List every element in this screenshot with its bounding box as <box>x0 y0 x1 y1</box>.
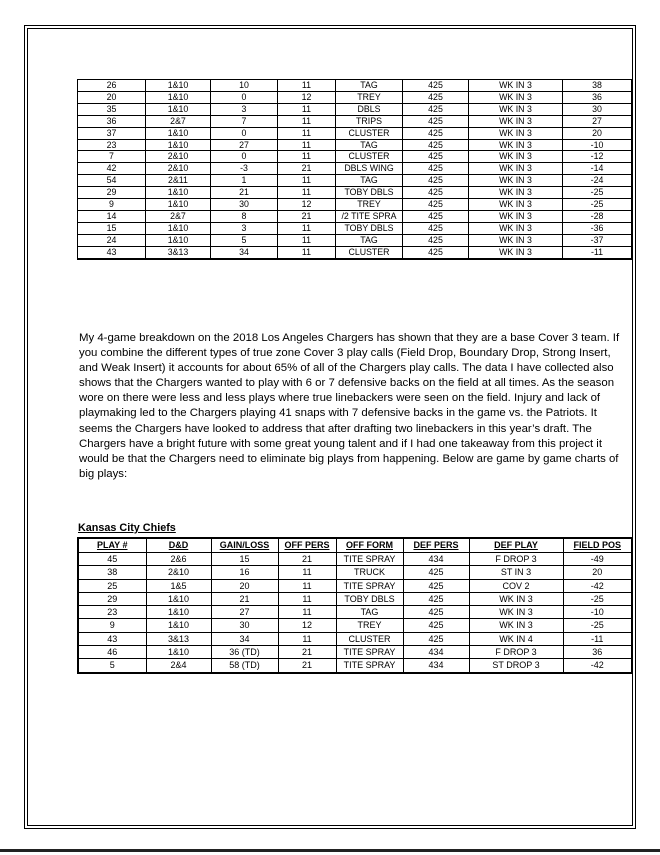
table-cell: 12 <box>278 199 336 211</box>
table-cell: 34 <box>211 246 278 258</box>
table-cell: 425 <box>403 151 469 163</box>
table-cell: 36 <box>78 115 146 127</box>
table-cell: 1&10 <box>146 139 211 151</box>
table-cell: 425 <box>403 115 469 127</box>
table-cell: F DROP 3 <box>469 646 563 659</box>
table-cell: -12 <box>563 151 632 163</box>
table-cell: ST DROP 3 <box>469 659 563 673</box>
table-cell: -3 <box>211 163 278 175</box>
table-cell: WK IN 3 <box>469 222 563 234</box>
table-cell: 2&6 <box>146 553 211 566</box>
table-cell: 26 <box>78 80 146 92</box>
table-cell: COV 2 <box>469 579 563 592</box>
table-cell: 425 <box>403 199 469 211</box>
table-cell: -42 <box>563 659 632 673</box>
table-cell: 21 <box>278 659 336 673</box>
table-cell: WK IN 3 <box>469 91 563 103</box>
table-cell: CLUSTER <box>336 246 403 258</box>
table-cell: TAG <box>336 80 403 92</box>
table-cell: 36 <box>563 646 632 659</box>
table-cell: 7 <box>211 115 278 127</box>
table-cell: 11 <box>278 222 336 234</box>
table-cell: -24 <box>563 175 632 187</box>
column-header: GAIN/LOSS <box>211 538 278 553</box>
table-cell: 30 <box>211 199 278 211</box>
table-cell: 45 <box>78 553 146 566</box>
table-header-row <box>78 538 632 553</box>
table-cell: 425 <box>403 619 469 632</box>
table-cell: 1&10 <box>146 619 211 632</box>
table-cell: -10 <box>563 139 632 151</box>
table-cell: WK IN 3 <box>469 187 563 199</box>
table-cell: TRIPS <box>336 115 403 127</box>
table-cell: TREY <box>336 619 403 632</box>
table-cell: 425 <box>403 127 469 139</box>
column-header: OFF PERS <box>278 538 336 553</box>
table-cell: 11 <box>278 175 336 187</box>
table-row <box>78 80 632 92</box>
table-cell: -14 <box>563 163 632 175</box>
column-header: PLAY # <box>78 538 146 553</box>
table-row <box>78 199 632 211</box>
table-cell: TREY <box>336 91 403 103</box>
table-cell: 23 <box>78 606 146 619</box>
table-cell: 35 <box>78 103 146 115</box>
table-cell: 3&13 <box>146 632 211 645</box>
table-cell: 1&10 <box>146 592 211 605</box>
table-cell: 1&10 <box>146 222 211 234</box>
table-cell: 0 <box>211 151 278 163</box>
table-cell: 30 <box>563 103 632 115</box>
table-cell: 21 <box>211 592 278 605</box>
table-cell: 3 <box>211 103 278 115</box>
table-cell: CLUSTER <box>336 151 403 163</box>
table-cell: 9 <box>78 199 146 211</box>
table-cell: TAG <box>336 175 403 187</box>
table-cell: -10 <box>563 606 632 619</box>
table-cell: -11 <box>563 632 632 645</box>
column-header: FIELD POS <box>563 538 632 553</box>
table-cell: 425 <box>403 606 469 619</box>
table-cell: TOBY DBLS <box>336 187 403 199</box>
table-row <box>78 175 632 187</box>
table-cell: 20 <box>211 579 278 592</box>
table-cell: 425 <box>403 175 469 187</box>
table-cell: DBLS WING <box>336 163 403 175</box>
table-cell: 21 <box>211 187 278 199</box>
table-cell: TOBY DBLS <box>336 592 403 605</box>
table-cell: 1&10 <box>146 103 211 115</box>
table-cell: 34 <box>211 632 278 645</box>
table-cell: WK IN 3 <box>469 619 563 632</box>
table-cell: 21 <box>278 210 336 222</box>
table-cell: 11 <box>278 151 336 163</box>
table-cell: 11 <box>278 127 336 139</box>
table-cell: 1&10 <box>146 199 211 211</box>
table-row <box>78 619 632 632</box>
table-cell: 16 <box>211 566 278 579</box>
table-cell: 29 <box>78 187 146 199</box>
table-row <box>78 115 632 127</box>
table-cell: 38 <box>563 80 632 92</box>
table-cell: WK IN 3 <box>469 592 563 605</box>
table-cell: WK IN 3 <box>469 606 563 619</box>
table-cell: 20 <box>563 566 632 579</box>
table-cell: 15 <box>211 553 278 566</box>
table-cell: 25 <box>78 579 146 592</box>
table-cell: WK IN 3 <box>469 246 563 258</box>
table-cell: 27 <box>211 606 278 619</box>
table-cell: -42 <box>563 579 632 592</box>
table-cell: 425 <box>403 187 469 199</box>
table-cell: WK IN 3 <box>469 115 563 127</box>
table-cell: 2&7 <box>146 115 211 127</box>
analysis-paragraph: My 4-game breakdown on the 2018 Los Angeles Chargers has shown that they are a base Cover 3 team. If you combine the different types of true zone Cover 3 play calls (Field Drop, Boundary Drop, Strong Insert, and Weak Insert) it accounts for about 65% of all of the Chargers play calls. The data I have collected also shows that the Chargers wanted to play with 6 or 7 defensive backs on the field at all times. As the season wore on there were less and less plays where true linebackers were seen on the field. Injury and lack of playmaking led to the Chargers playing 41 snaps with 7 defensive backs in the game vs. the Patriots. It seems the Chargers have looked to address that after drafting two linebackers in this year’s draft. The Chargers have a bright future with some great young talent and if I had one takeaway from this project it would be that the Chargers need to eliminate big plays from happening. Below are game by game charts of big plays: <box>79 332 620 480</box>
table-cell: WK IN 3 <box>469 210 563 222</box>
table-cell: 23 <box>78 139 146 151</box>
table-cell: 43 <box>78 246 146 258</box>
table-row <box>78 566 632 579</box>
table-row <box>78 246 632 258</box>
table-cell: WK IN 3 <box>469 163 563 175</box>
table-cell: 1 <box>211 175 278 187</box>
table-cell: 0 <box>211 91 278 103</box>
table-cell: 425 <box>403 246 469 258</box>
table-cell: 5 <box>78 659 146 673</box>
table-cell: 11 <box>278 187 336 199</box>
table-cell: 2&7 <box>146 210 211 222</box>
table-cell: TITE SPRAY <box>336 646 403 659</box>
table-cell: TITE SPRAY <box>336 659 403 673</box>
section-title-chiefs: Kansas City Chiefs <box>78 522 176 534</box>
table-cell: 12 <box>278 91 336 103</box>
table-cell: WK IN 3 <box>469 80 563 92</box>
table-cell: 27 <box>563 115 632 127</box>
table-row <box>78 553 632 566</box>
table-cell: 5 <box>211 234 278 246</box>
table-row <box>78 592 632 605</box>
table-cell: 10 <box>211 80 278 92</box>
table-row <box>78 632 632 645</box>
table-row <box>78 222 632 234</box>
table-cell: 9 <box>78 619 146 632</box>
table-cell: 11 <box>278 592 336 605</box>
table-cell: WK IN 3 <box>469 139 563 151</box>
table-cell: 11 <box>278 606 336 619</box>
table-row <box>78 579 632 592</box>
table-cell: 21 <box>278 646 336 659</box>
table-cell: 0 <box>211 127 278 139</box>
table-cell: 425 <box>403 210 469 222</box>
table-cell: TAG <box>336 234 403 246</box>
table-row <box>78 606 632 619</box>
table-row <box>78 210 632 222</box>
chiefs-big-plays-table <box>77 537 633 674</box>
bottom-divider <box>0 849 660 852</box>
table-cell: TAG <box>336 606 403 619</box>
table-cell: 36 <box>563 91 632 103</box>
table-cell: 1&10 <box>146 646 211 659</box>
table-cell: WK IN 3 <box>469 127 563 139</box>
table-cell: 1&10 <box>146 234 211 246</box>
table-cell: 12 <box>278 619 336 632</box>
table-cell: WK IN 3 <box>469 199 563 211</box>
table-cell: 20 <box>78 91 146 103</box>
table-cell: 36 (TD) <box>211 646 278 659</box>
table-cell: 1&5 <box>146 579 211 592</box>
table-cell: 425 <box>403 163 469 175</box>
table-cell: 425 <box>403 103 469 115</box>
table-cell: 2&4 <box>146 659 211 673</box>
table-row <box>78 127 632 139</box>
table-cell: 37 <box>78 127 146 139</box>
table-cell: 11 <box>278 632 336 645</box>
table-row <box>78 103 632 115</box>
table-cell: WK IN 3 <box>469 151 563 163</box>
table-cell: 11 <box>278 579 336 592</box>
column-header: D&D <box>146 538 211 553</box>
table-cell: WK IN 3 <box>469 234 563 246</box>
table-cell: CLUSTER <box>336 127 403 139</box>
chiefs-table-body <box>78 553 632 673</box>
table-cell: 1&10 <box>146 187 211 199</box>
table-cell: DBLS <box>336 103 403 115</box>
table-cell: -37 <box>563 234 632 246</box>
table-cell: 425 <box>403 566 469 579</box>
table-cell: 30 <box>211 619 278 632</box>
table-cell: 3 <box>211 222 278 234</box>
table-cell: 434 <box>403 659 469 673</box>
table-cell: CLUSTER <box>336 632 403 645</box>
table-cell: 11 <box>278 246 336 258</box>
table-cell: 15 <box>78 222 146 234</box>
table-cell: -25 <box>563 619 632 632</box>
table-cell: 425 <box>403 80 469 92</box>
table-row <box>78 151 632 163</box>
table-cell: 11 <box>278 80 336 92</box>
column-header: DEF PERS <box>403 538 469 553</box>
big-plays-table-body <box>78 80 632 259</box>
table-cell: 2&10 <box>146 566 211 579</box>
table-cell: 42 <box>78 163 146 175</box>
table-cell: TRUCK <box>336 566 403 579</box>
table-cell: 425 <box>403 579 469 592</box>
column-header: OFF FORM <box>336 538 403 553</box>
table-cell: 2&10 <box>146 163 211 175</box>
table-row <box>78 659 632 673</box>
table-cell: -25 <box>563 592 632 605</box>
table-cell: 434 <box>403 646 469 659</box>
table-cell: 425 <box>403 139 469 151</box>
table-cell: 3&13 <box>146 246 211 258</box>
table-cell: 2&10 <box>146 151 211 163</box>
table-cell: 425 <box>403 592 469 605</box>
column-header: DEF PLAY <box>469 538 563 553</box>
table-cell: 21 <box>278 163 336 175</box>
table-cell: 8 <box>211 210 278 222</box>
table-cell: 38 <box>78 566 146 579</box>
big-plays-table-continued <box>77 79 632 260</box>
table-cell: -25 <box>563 187 632 199</box>
table-cell: 43 <box>78 632 146 645</box>
table-cell: 11 <box>278 115 336 127</box>
table-cell: 1&10 <box>146 606 211 619</box>
table-cell: TITE SPRAY <box>336 553 403 566</box>
table-cell: 11 <box>278 103 336 115</box>
table-cell: 425 <box>403 632 469 645</box>
table-row <box>78 646 632 659</box>
table-cell: 29 <box>78 592 146 605</box>
table-cell: WK IN 4 <box>469 632 563 645</box>
table-cell: ST IN 3 <box>469 566 563 579</box>
table-cell: 27 <box>211 139 278 151</box>
table-cell: 1&10 <box>146 127 211 139</box>
table-cell: 2&11 <box>146 175 211 187</box>
table-cell: TREY <box>336 199 403 211</box>
table-row <box>78 91 632 103</box>
table-cell: 24 <box>78 234 146 246</box>
table-cell: TAG <box>336 139 403 151</box>
table-cell: -49 <box>563 553 632 566</box>
table-cell: 425 <box>403 234 469 246</box>
table-cell: 11 <box>278 566 336 579</box>
table-row <box>78 139 632 151</box>
table-cell: 58 (TD) <box>211 659 278 673</box>
table-cell: 1&10 <box>146 80 211 92</box>
table-cell: 7 <box>78 151 146 163</box>
table-cell: 11 <box>278 234 336 246</box>
table-cell: WK IN 3 <box>469 175 563 187</box>
table-cell: 14 <box>78 210 146 222</box>
table-cell: 11 <box>278 139 336 151</box>
table-cell: -11 <box>563 246 632 258</box>
table-cell: -28 <box>563 210 632 222</box>
table-cell: F DROP 3 <box>469 553 563 566</box>
table-row <box>78 187 632 199</box>
table-row <box>78 163 632 175</box>
table-row <box>78 234 632 246</box>
table-cell: -25 <box>563 199 632 211</box>
table-cell: -36 <box>563 222 632 234</box>
table-cell: 425 <box>403 91 469 103</box>
table-cell: 425 <box>403 222 469 234</box>
table-cell: WK IN 3 <box>469 103 563 115</box>
table-cell: TOBY DBLS <box>336 222 403 234</box>
table-cell: 46 <box>78 646 146 659</box>
table-cell: /2 TITE SPRA <box>336 210 403 222</box>
table-cell: 21 <box>278 553 336 566</box>
table-cell: 20 <box>563 127 632 139</box>
table-cell: TITE SPRAY <box>336 579 403 592</box>
table-cell: 1&10 <box>146 91 211 103</box>
table-cell: 434 <box>403 553 469 566</box>
table-cell: 54 <box>78 175 146 187</box>
